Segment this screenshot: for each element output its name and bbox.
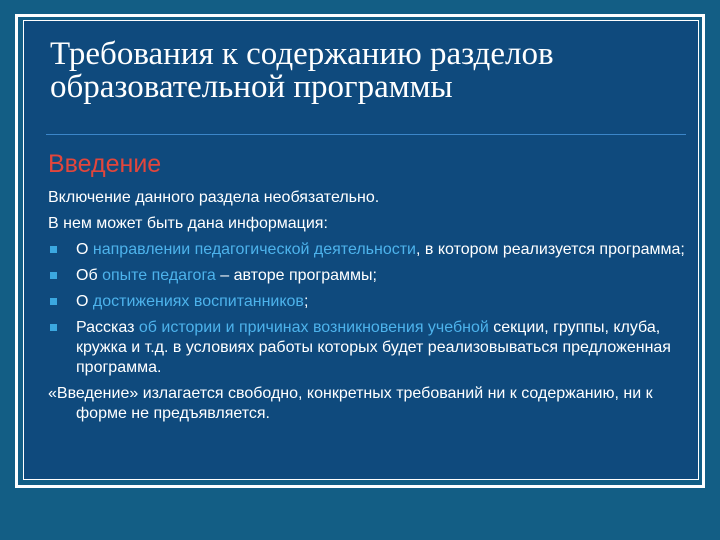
bullet-text-post: – авторе программы; [215,267,377,284]
section-heading: Введение [48,150,162,178]
square-bullet-icon [50,298,57,305]
slide-title [50,38,690,104]
square-bullet-icon [50,246,57,253]
bullet-text-pre: Об [76,267,103,284]
intro-paragraph-2: В нем может быть дана информация: [48,215,328,232]
square-bullet-icon [50,272,57,279]
slide-title-line-2: образовательной программы [50,69,453,105]
bullet-item-direction [48,240,688,260]
bullet-text-pre: Рассказ [76,319,139,336]
slide-body [48,150,688,424]
title-divider [46,134,686,135]
square-bullet-icon [50,324,57,331]
bullet-text-pre: О [76,241,93,258]
bullet-item-achievements [48,292,688,312]
bullet-text-highlight: достижениях воспитанников [92,293,304,310]
bullet-text-post: секции, группы, клуба, кружка и т.д. в условиях работы которых будет реализовываться предложенная программа. [76,319,671,376]
bullet-item-experience [48,266,688,286]
bullet-text-highlight: опыте педагога [102,267,216,284]
bullet-text-post: ; [303,293,309,310]
bullet-text-highlight: направлении педагогической деятельности [92,241,416,258]
slide-title-line-1: Требования к содержанию разделов [50,36,554,72]
bullet-text-pre: О [76,293,93,310]
bullet-item-history [48,318,688,378]
bullet-text-post: , в котором реализуется программа; [416,241,685,258]
closing-paragraph: «Введение» излагается свободно, конкретных требований ни к содержанию, ни к форме не предъявляется. [48,385,653,422]
bullet-text-highlight: об истории и причинах возникновения учебной [138,319,489,336]
intro-paragraph-1: Включение данного раздела необязательно. [48,189,380,206]
